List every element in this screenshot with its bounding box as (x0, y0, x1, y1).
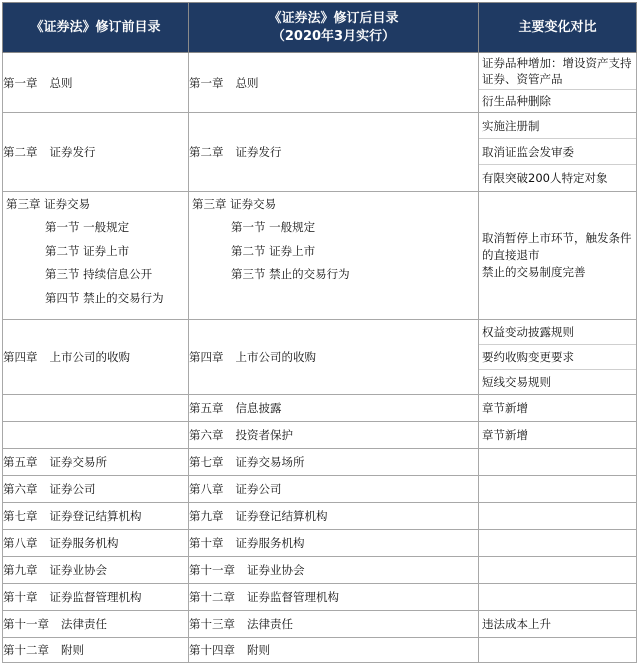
change-item: 实施注册制 (479, 113, 636, 139)
after-cell (189, 638, 479, 663)
chapter-number: 第二章 (189, 145, 224, 159)
changes-cell (479, 320, 637, 395)
changes-cell (479, 584, 637, 611)
chapter-number: 第十一章 (3, 617, 49, 631)
chapter-number: 第十章 (3, 590, 38, 604)
table-row (3, 530, 637, 557)
chapter-number: 第一章 (189, 75, 224, 90)
changes-cell (479, 476, 637, 503)
chapter-title: 证券业协会 (49, 563, 107, 577)
change-item: 证券品种增加：增设资产支持证券、资管产品 (479, 53, 636, 90)
changes-cell (479, 638, 637, 663)
before-cell (3, 113, 189, 192)
chapter-number: 第六章 (3, 482, 38, 496)
table-row (3, 395, 637, 422)
table-row (3, 503, 637, 530)
chapter-number: 第六章 (189, 428, 224, 442)
chapter-number: 第十章 (189, 536, 224, 550)
table-row (3, 557, 637, 584)
chapter-number: 第二章 (3, 145, 38, 159)
chapter-title: 投资者保护 (235, 428, 293, 442)
chapter-title: 证券服务机构 (235, 536, 305, 550)
changes-cell (479, 113, 637, 192)
chapter-title: 信息披露 (235, 401, 282, 415)
chapter-title: 总则 (235, 75, 259, 90)
section-line: 第二节 证券上市 (45, 243, 130, 258)
section-line: 第三节 禁止的交易行为 (231, 267, 350, 282)
section-line: 第一节 一般规定 (231, 220, 316, 235)
chapter-heading: 第三章 证券交易 (192, 196, 277, 211)
table-row (3, 476, 637, 503)
change-item: 禁止的交易制度完善 (482, 265, 586, 279)
chapter-number: 第五章 (189, 401, 224, 415)
chapter-title: 证券发行 (235, 145, 282, 159)
chapter-title: 证券登记结算机构 (235, 509, 328, 523)
change-item: 要约收购变更要求 (479, 345, 636, 370)
chapter-title: 证券服务机构 (49, 536, 119, 550)
header-changes: 主要变化对比 (479, 3, 637, 53)
change-item: 取消暂停上市环节，触发条件的直接退市 (482, 231, 632, 262)
table-row (3, 449, 637, 476)
after-cell (189, 557, 479, 584)
chapter-number: 第四章 (189, 350, 224, 364)
section-line: 第二节 证券上市 (231, 243, 316, 258)
before-cell (3, 422, 189, 449)
chapter-number: 第七章 (3, 509, 38, 523)
before-cell (3, 611, 189, 638)
chapter-number: 第十三章 (189, 617, 235, 631)
chapter-title: 证券监督管理机构 (247, 590, 339, 604)
change-item: 违法成本上升 (482, 617, 551, 631)
section-line: 第四节 禁止的交易行为 (45, 290, 164, 305)
changes-cell (479, 611, 637, 638)
change-item: 有限突破200人特定对象 (482, 171, 608, 185)
table-row (3, 611, 637, 638)
chapter-number: 第十四章 (189, 643, 235, 657)
chapter-number: 第七章 (189, 455, 224, 469)
chapter-title: 证券公司 (235, 482, 282, 496)
before-cell (3, 395, 189, 422)
chapter-number: 第十二章 (189, 590, 235, 604)
before-cell (3, 503, 189, 530)
changes-cell (479, 422, 637, 449)
before-cell (3, 638, 189, 663)
after_lines-cell (189, 192, 479, 320)
change-item: 权益变动披露规则 (479, 320, 636, 345)
after-cell (189, 422, 479, 449)
chapter-number: 第十一章 (189, 563, 235, 577)
table-row (3, 320, 637, 395)
change-item: 章节新增 (482, 428, 528, 442)
before-cell (3, 530, 189, 557)
chapter-heading: 第三章 证券交易 (6, 196, 91, 211)
header-before: 《证券法》修订前目录 (3, 3, 189, 53)
chapter-number: 第九章 (3, 563, 38, 577)
table-row (3, 53, 637, 113)
changes-cell (479, 503, 637, 530)
chapter-title: 上市公司的收购 (49, 350, 130, 364)
chapter-title: 法律责任 (61, 617, 107, 631)
before-cell (3, 449, 189, 476)
after-cell (189, 476, 479, 503)
after-cell (189, 503, 479, 530)
chapter-title: 证券监督管理机构 (49, 590, 142, 604)
chapter-number: 第十二章 (3, 643, 49, 657)
chapter-title: 证券交易场所 (235, 455, 305, 469)
table-row (3, 584, 637, 611)
chapter-number: 第四章 (3, 350, 38, 364)
chapter-title: 证券发行 (49, 145, 96, 159)
change-item: 短线交易规则 (482, 375, 551, 389)
chapter-title: 总则 (49, 75, 73, 90)
before-cell (3, 557, 189, 584)
chapter-title: 证券交易所 (49, 455, 107, 469)
header-after-title: 《证券法》修订后目录 (268, 10, 399, 26)
changes-cell (479, 53, 637, 113)
before-cell (3, 320, 189, 395)
after-cell (189, 611, 479, 638)
change-item: 取消证监会发审委 (479, 139, 636, 165)
after-cell (189, 320, 479, 395)
chapter-number: 第八章 (189, 482, 224, 496)
securities-law-comparison-table (2, 2, 637, 663)
table-row (3, 422, 637, 449)
changes-cell (479, 530, 637, 557)
chapter-number: 第九章 (189, 509, 224, 523)
changes-cell (479, 395, 637, 422)
after-cell (189, 113, 479, 192)
changes-cell (479, 192, 637, 320)
before-cell (3, 476, 189, 503)
chapter-title: 法律责任 (247, 617, 293, 631)
after-cell (189, 449, 479, 476)
after-cell (189, 584, 479, 611)
change-item: 章节新增 (482, 401, 528, 415)
header-after (189, 3, 479, 53)
changes-cell (479, 449, 637, 476)
chapter-title: 上市公司的收购 (235, 350, 316, 364)
table-row (3, 638, 637, 663)
table-row (3, 113, 637, 192)
chapter-number: 第一章 (3, 75, 38, 90)
before_lines-cell (3, 192, 189, 320)
chapter-number: 第八章 (3, 536, 38, 550)
after-cell (189, 395, 479, 422)
header-after-effective-date: （2020年3月实行） (271, 28, 396, 44)
after-cell (189, 53, 479, 113)
after-cell (189, 530, 479, 557)
section-line: 第一节 一般规定 (45, 220, 130, 235)
chapter-title: 附则 (61, 643, 84, 657)
section-line: 第三节 持续信息公开 (45, 267, 153, 282)
changes-cell (479, 557, 637, 584)
chapter-title: 附则 (247, 643, 270, 657)
change-item: 衍生品种删除 (482, 94, 551, 108)
table-row (3, 192, 637, 320)
chapter-title: 证券业协会 (247, 563, 305, 577)
before-cell (3, 53, 189, 113)
before-cell (3, 584, 189, 611)
chapter-title: 证券公司 (49, 482, 96, 496)
header-row (3, 3, 637, 53)
chapter-number: 第五章 (3, 455, 38, 469)
chapter-title: 证券登记结算机构 (49, 509, 142, 523)
